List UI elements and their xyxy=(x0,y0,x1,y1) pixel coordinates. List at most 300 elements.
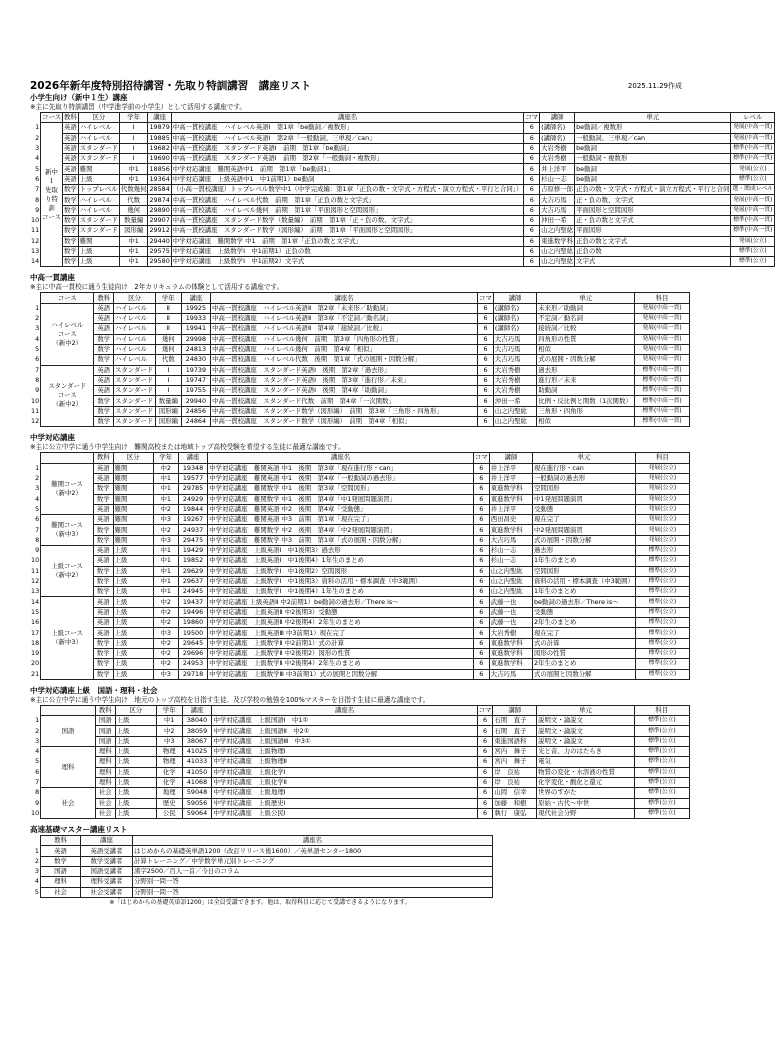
row-number: 9 xyxy=(35,798,40,807)
level-cell: 標準(公立) xyxy=(635,587,689,597)
category-cell: 上級 xyxy=(113,576,153,586)
table-row xyxy=(30,236,775,246)
koma-cell: 6 xyxy=(478,417,494,427)
course-group-cell xyxy=(41,123,63,267)
course-name-cell: 中学対応講座 難関英語中1 前期 第1章「be動詞1」 xyxy=(171,164,524,174)
course-code-cell: 41025 xyxy=(182,747,212,757)
course-name-cell: 中学対応講座 難関数学 中1 後期 第4章「中1発展問題演習」 xyxy=(208,494,474,504)
section-junior-note: ※主に公立中学に通う中学生向け 難関高校または地域トップ高校受験を希望する生徒に最適な講座です。 xyxy=(30,443,345,452)
grade-cell: Ⅱ xyxy=(155,314,181,324)
koma-cell: 6 xyxy=(473,618,489,628)
unit-cell: 資料の活用・標本調査（中3範囲） xyxy=(533,577,634,586)
level-cell: 標準(公立) xyxy=(634,726,689,736)
course-code-cell: 29998 xyxy=(181,334,210,344)
unit-cell: 一般動詞、三単現／can xyxy=(575,133,731,143)
table-row xyxy=(30,576,690,586)
unit-cell: 図形の性質 xyxy=(532,648,635,658)
course-name-cell: 分野別一問一答 xyxy=(133,877,493,887)
subject-cell: 英語 xyxy=(41,846,81,856)
table-row xyxy=(30,195,775,205)
subject-cell: 英語 xyxy=(93,473,113,483)
koma-cell: 6 xyxy=(477,736,493,746)
category-cell: スタンダード xyxy=(79,216,118,225)
course-name-cell: 中学対応講座 難関数学 中2 後期 第4章「中2発展問題演習」 xyxy=(208,525,474,535)
level-cell: 標準(公立) xyxy=(635,576,689,586)
course-name-cell: 計算トレーニング／中学数学単元別トレーニング xyxy=(133,856,493,866)
subject-cell: 英語 xyxy=(93,556,113,566)
level-cell: 標準(公立) xyxy=(635,669,689,679)
level-cell: 標準(中高一貫) xyxy=(635,375,690,385)
course-code-cell: 29645 xyxy=(178,638,207,648)
course-code-cell: 29890 xyxy=(149,205,170,214)
koma-cell: 6 xyxy=(477,716,493,726)
table-row xyxy=(30,205,775,215)
subject-cell: 数学 xyxy=(93,566,113,576)
table-row xyxy=(30,747,690,757)
course-code-cell: 19500 xyxy=(178,628,207,638)
course-code-cell: 29696 xyxy=(178,648,207,658)
category-cell: 上級 xyxy=(115,726,156,736)
course-name-cell: 中学対応講座 上級公民Ⅰ xyxy=(212,808,477,818)
grade-cell: 化学 xyxy=(156,777,182,787)
course-name-cell: 中高一貫校講座 ハイレベル英語Ⅰ 第2章「一般動詞、三単現／can」 xyxy=(171,133,524,143)
col-header: 講座 xyxy=(178,453,207,463)
course-name-cell: 中学対応講座 難関英語 中3 前期 第1章「現在完了」 xyxy=(208,515,474,525)
grade-cell: 中3 xyxy=(153,515,178,525)
unit-cell: 原始・古代～中世 xyxy=(537,798,634,808)
row-number: 8 xyxy=(35,195,40,204)
teacher-cell: 東進数学科 xyxy=(489,484,532,494)
row-number: 2 xyxy=(34,856,39,865)
subject-cell: 英語 xyxy=(93,618,113,628)
row-number: 1 xyxy=(35,303,40,312)
unit-cell: 光と音、力のはたらき xyxy=(537,747,634,757)
course-name-cell: 漢字2500／百人一首／今日のコラム xyxy=(133,867,493,877)
category-cell: スタンダード xyxy=(79,154,118,163)
row-number: 18 xyxy=(31,638,40,647)
col-header: 教科 xyxy=(94,293,114,303)
level-cell: 標準(公立) xyxy=(635,628,689,638)
table-row xyxy=(30,887,493,897)
category-cell: 上級 xyxy=(113,545,153,555)
category-cell: 上級 xyxy=(115,747,156,757)
subject-cell: 英語 xyxy=(94,375,114,385)
unit-cell: 1年生のまとめ xyxy=(532,587,635,597)
teacher-cell: 武藤一也 xyxy=(489,607,532,617)
teacher-cell: 執行 康弘 xyxy=(493,808,537,818)
subject-cell: 英語 xyxy=(93,504,113,514)
row-number: 1 xyxy=(35,463,40,472)
koma-cell: 6 xyxy=(473,607,489,617)
koma-cell: 6 xyxy=(473,669,489,679)
koma-cell: 6 xyxy=(478,314,494,324)
unit-cell: be動詞の過去形／There is～ xyxy=(532,597,635,607)
col-header: 単元 xyxy=(575,113,731,123)
level-cell: 標準(中高一貫) xyxy=(731,226,775,236)
level-cell: 発展(中高一貫) xyxy=(731,195,775,205)
level-cell: 標準(公立) xyxy=(634,808,689,818)
subject-cell: 英語 xyxy=(64,133,77,142)
course-cell: 理科受講者 xyxy=(81,877,133,887)
level-cell: 標準(公立) xyxy=(634,736,689,746)
course-name-cell: 中高一貫校講座 ハイレベル代数 前期 第1章「正負の数と文字式」 xyxy=(171,195,524,205)
category-cell: ハイレベル xyxy=(78,205,119,215)
course-group-cell xyxy=(41,515,94,546)
row-number: 14 xyxy=(31,257,40,266)
koma-cell: 6 xyxy=(473,484,489,494)
subject-cell: 英語 xyxy=(64,123,77,132)
unit-cell: 正負の数 xyxy=(575,246,731,256)
row-number: 9 xyxy=(35,386,40,395)
teacher-cell: 東進数学科 xyxy=(489,648,532,658)
teacher-cell: 大吉巧馬 xyxy=(489,669,532,679)
level-cell: 標準(中高一貫) xyxy=(635,396,690,406)
category-cell: 難関 xyxy=(78,164,119,174)
course-name-cell: 中高一貫校講座 スタンダード数学（図形編） 前期 第4章「相似」 xyxy=(211,417,478,427)
unit-cell: 説明文・論説文 xyxy=(537,726,634,736)
course-code-cell: 19852 xyxy=(178,556,207,566)
unit-cell: 相似 xyxy=(537,344,635,354)
course-name-cell: 中高一貫校講座 スタンダード英語Ⅰ 後期 第4章「助動詞」 xyxy=(211,386,478,396)
unit-cell: 一般動詞・複数形 xyxy=(575,154,731,164)
grade-cell: 幾何 xyxy=(119,205,148,215)
level-cell: 発展(公立) xyxy=(635,525,689,535)
course-name-cell: 分野別一問一答 xyxy=(133,887,493,897)
row-number: 12 xyxy=(31,417,40,426)
teacher-cell: 大吉巧馬 xyxy=(540,195,575,205)
course-code-cell: 29718 xyxy=(178,669,207,679)
table-row xyxy=(30,386,690,396)
teacher-cell: 山之内聖紘 xyxy=(541,257,574,266)
course-code-cell: 24864 xyxy=(181,417,210,427)
category-cell: トップレベル xyxy=(79,185,118,194)
course-name-cell: 中学対応講座 上級数学Ⅰ 中1前期2）文字式 xyxy=(171,257,524,267)
subject-cell: 数学 xyxy=(41,856,81,866)
col-header: 講座名 xyxy=(208,453,474,463)
table-row xyxy=(30,334,690,344)
row-number-header xyxy=(30,705,41,715)
teacher-cell: 沖田一希 xyxy=(540,215,575,225)
grade-cell: 幾何 xyxy=(155,344,181,354)
teacher-cell: 大吉巧馬 xyxy=(493,334,536,344)
grade-cell: 中2 xyxy=(156,726,182,736)
row-number: 4 xyxy=(34,877,39,886)
row-number-header xyxy=(30,293,41,303)
unit-cell: 現代社会分野 xyxy=(537,808,634,818)
course-code-cell: 29580 xyxy=(149,257,170,266)
unit-cell: 世界のすがた xyxy=(537,788,634,798)
created-date: 2025.11.29作成 xyxy=(627,82,682,90)
unit-cell: 三角形・四角形 xyxy=(537,406,635,416)
course-code-cell: 29785 xyxy=(178,484,207,494)
row-number: 5 xyxy=(35,345,40,354)
category-cell: 上級 xyxy=(113,669,153,679)
grade-cell: 中2 xyxy=(153,638,178,648)
subject-cell: 理科 xyxy=(95,747,115,757)
grade-cell: Ⅰ xyxy=(119,133,148,143)
subject-cell: 国語 xyxy=(41,867,81,877)
row-number: 4 xyxy=(35,494,40,503)
course-group-line: コース xyxy=(42,212,61,221)
unit-cell: 助動詞 xyxy=(537,386,635,396)
level-cell: 発展(中高一貫) xyxy=(731,205,775,215)
teacher-cell: 東進数学科 xyxy=(489,638,532,648)
teacher-cell: 加藤 和樹 xyxy=(493,798,537,808)
unit-cell: 中2発展問題演習 xyxy=(532,525,635,535)
course-code-cell: 41050 xyxy=(182,767,212,777)
course-name-cell: 中高一貫校講座 ハイレベル英語Ⅱ 第3章「不定詞／動名詞」 xyxy=(211,314,478,324)
col-header: 単元 xyxy=(537,705,634,715)
table-row xyxy=(30,324,690,334)
col-header: 科目 xyxy=(634,705,689,715)
teacher-cell: 大吉巧馬 xyxy=(540,205,575,215)
col-header: 教科 xyxy=(93,453,113,463)
subject-cell: 数学 xyxy=(94,344,114,354)
course-code-cell: 19690 xyxy=(149,154,170,163)
course-code-cell: 19879 xyxy=(149,123,170,132)
subject-cell: 数学 xyxy=(93,669,113,679)
section-ikkan-title: 中高一貫講座 xyxy=(30,273,75,283)
teacher-cell: 吉原修一郎 xyxy=(541,185,574,194)
subject-cell: 理科 xyxy=(41,877,81,887)
koma-cell: 6 xyxy=(473,504,489,514)
subject-cell: 英語 xyxy=(64,164,77,173)
grade-cell: 中1 xyxy=(153,566,178,576)
subject-cell: 英語 xyxy=(93,607,113,617)
koma-cell: 6 xyxy=(524,123,540,133)
grade-cell: 代数 xyxy=(119,195,148,205)
table-row xyxy=(30,618,690,628)
subject-cell: 数学 xyxy=(94,355,114,365)
subject-cell: 数学 xyxy=(94,396,114,406)
row-number: 13 xyxy=(31,587,40,596)
col-header: 単元 xyxy=(532,453,635,463)
course-name-cell: 中学対応講座 上級英語Ⅲ 中3前期1）現在完了 xyxy=(208,628,474,638)
category-cell: 上級 xyxy=(113,648,153,658)
course-name-cell: 中学対応講座 上級英語Ⅰ 中1後期4）1年生のまとめ xyxy=(208,556,474,566)
category-cell: 上級 xyxy=(78,246,119,256)
category-cell: スタンダード xyxy=(114,365,156,375)
table-row xyxy=(30,215,775,225)
course-name-cell: 中学対応講座 上級物理Ⅰ xyxy=(212,747,477,757)
koma-cell: 6 xyxy=(477,767,493,777)
col-header: コマ xyxy=(525,113,539,122)
course-group-line: （新中2） xyxy=(52,338,83,347)
teacher-cell: (講師名) xyxy=(493,324,536,334)
category-cell: ハイレベル xyxy=(78,195,119,205)
table-row xyxy=(30,303,690,313)
table-row xyxy=(30,257,775,267)
grade-cell: Ⅰ xyxy=(155,386,181,396)
level-cell: 標準(中高一貫) xyxy=(635,365,690,375)
document-title: 2026年新年度特別招待講習・先取り特訓講習 講座リスト xyxy=(30,80,312,92)
teacher-cell: 山之内聖紘 xyxy=(541,247,574,255)
course-name-cell: 中学対応講座 上級数学Ⅱ 中2後期2）図形の性質 xyxy=(208,648,474,658)
unit-cell: 説明文・論説文 xyxy=(537,736,634,746)
grade-cell: Ⅰ xyxy=(155,375,181,385)
table-row xyxy=(30,788,690,798)
row-number: 16 xyxy=(31,618,40,627)
section-advanced-note: ※主に公立中学に通う中学生向け 地元のトップ高校を目指す生徒、及び学校の勉強を100%マスターを目指す生徒に最適な講座です。 xyxy=(30,695,430,704)
col-header: 学年 xyxy=(156,705,182,715)
col-header: 講師 xyxy=(493,293,536,303)
course-group-line: 先取り特訓 xyxy=(45,185,58,212)
koma-cell: 6 xyxy=(473,545,489,555)
course-group-cell xyxy=(41,788,96,819)
unit-cell: 2年生のまとめ xyxy=(532,618,635,628)
course-code-cell: 29575 xyxy=(149,247,170,255)
table-row xyxy=(30,406,690,416)
table-row xyxy=(30,556,690,566)
row-number: 12 xyxy=(31,577,40,586)
koma-cell: 6 xyxy=(524,143,540,153)
category-cell: ハイレベル xyxy=(114,334,156,344)
course-name-cell: 中学対応講座 上級数学Ⅰ 中1後期3）資料の活用・標本調査（中3範囲） xyxy=(208,576,474,586)
koma-cell: 6 xyxy=(473,628,489,638)
level-cell: 発展(公立) xyxy=(635,484,689,494)
grade-cell: 物理 xyxy=(156,747,182,757)
course-group-line: 国語 xyxy=(61,726,75,735)
course-code-cell: 29907 xyxy=(149,216,170,225)
unit-cell: 物質の変化・水溶液の性質 xyxy=(537,767,634,777)
course-code-cell: 38059 xyxy=(182,726,212,736)
course-name-cell: 中学対応講座 上級国語Ⅱ 中2① xyxy=(212,726,477,736)
course-code-cell: 24953 xyxy=(178,659,207,669)
row-number: 7 xyxy=(35,778,40,787)
level-cell: 発展(中高一貫) xyxy=(635,324,690,334)
course-name-cell: 中高一貫校講座 ハイレベル代数 後期 第1章「式の展開・因数分解」 xyxy=(211,355,478,365)
teacher-cell: (講師名) xyxy=(540,133,575,143)
row-number: 4 xyxy=(35,334,40,343)
course-code-cell: 38040 xyxy=(182,716,212,726)
row-number: 5 xyxy=(34,887,39,896)
koma-cell: 6 xyxy=(473,473,489,483)
category-cell: 難関 xyxy=(113,463,153,473)
row-number: 20 xyxy=(31,659,40,668)
table-row xyxy=(30,185,775,195)
category-cell: ハイレベル xyxy=(78,133,119,143)
teacher-cell: 東進国語科 xyxy=(493,736,537,746)
subject-cell: 英語 xyxy=(64,154,77,163)
course-code-cell: 28584 xyxy=(149,185,170,194)
grade-cell: Ⅰ xyxy=(119,154,148,164)
row-number: 2 xyxy=(35,133,40,142)
koma-cell: 6 xyxy=(478,386,494,396)
category-cell: 上級 xyxy=(113,556,153,566)
unit-cell: 式の展開・因数分解 xyxy=(537,355,635,365)
grade-cell: 中1 xyxy=(153,494,178,504)
elementary-course-table xyxy=(30,112,775,267)
teacher-cell: 杉山一志 xyxy=(489,556,532,566)
ikkan-course-table xyxy=(30,292,690,427)
category-cell: 難関 xyxy=(113,504,153,514)
subject-cell: 数学 xyxy=(94,334,114,344)
table-row xyxy=(30,484,690,494)
col-header-course xyxy=(41,453,94,463)
table-row xyxy=(30,648,690,658)
grade-cell: 中3 xyxy=(153,628,178,638)
subject-cell: 数学 xyxy=(93,648,113,658)
subject-cell: 数学 xyxy=(93,638,113,648)
course-group-line: コース xyxy=(57,329,77,338)
subject-cell: 数学 xyxy=(93,576,113,586)
level-cell: 発展(中高一貫) xyxy=(635,314,690,324)
teacher-cell: (講師名) xyxy=(493,314,536,324)
category-cell: 上級 xyxy=(115,716,156,726)
koma-cell: 6 xyxy=(473,535,489,545)
level-cell: 標準(公立) xyxy=(635,618,689,628)
koma-cell: 6 xyxy=(477,757,493,767)
course-name-cell: 中学対応講座 上級数学Ⅰ 中1後期2）空間図形 xyxy=(208,566,474,576)
koma-cell: 6 xyxy=(477,726,493,736)
grade-cell: 公民 xyxy=(156,808,182,818)
subject-cell: 理科 xyxy=(95,777,115,787)
unit-cell: 正負の数と文字式 xyxy=(575,236,731,246)
category-cell: ハイレベル xyxy=(114,303,156,313)
col-header: コマ xyxy=(479,293,492,302)
subject-cell: 国語 xyxy=(95,716,115,726)
table-row xyxy=(30,736,690,746)
level-cell: 発展(公立) xyxy=(635,463,689,473)
subject-cell: 社会 xyxy=(41,887,81,897)
row-number: 13 xyxy=(31,247,40,255)
category-cell: 上級 xyxy=(113,607,153,617)
table-row xyxy=(30,587,690,597)
unit-cell: 比例・反比例と関数（1次関数） xyxy=(537,396,635,406)
grade-cell: 中1 xyxy=(153,473,178,483)
teacher-cell: 石関 直子 xyxy=(493,726,537,736)
course-cell: 国語受講者 xyxy=(81,867,133,877)
col-header: 教科 xyxy=(95,705,115,715)
course-name-cell: 中学対応講座 上級数学Ⅰ 中1後期4）1年生のまとめ xyxy=(208,587,474,597)
level-cell: 発展(中高一貫) xyxy=(635,355,690,365)
table-row xyxy=(30,164,775,174)
course-name-cell: 中学対応講座 上級地理Ⅰ xyxy=(212,788,477,798)
grade-cell: 中1 xyxy=(119,236,148,246)
category-cell: ハイレベル xyxy=(114,355,156,365)
koma-cell: 6 xyxy=(473,556,489,566)
koma-cell: 6 xyxy=(524,205,540,215)
subject-cell: 数学 xyxy=(64,226,77,235)
level-cell: 標準(公立) xyxy=(635,659,689,669)
row-number: 7 xyxy=(35,185,40,194)
subject-cell: 数学 xyxy=(93,587,113,597)
course-name-cell: 中高一貫校講座 ハイレベル英語Ⅱ 第2章「未来形／助動詞」 xyxy=(211,303,478,313)
unit-cell: 現在完了 xyxy=(532,515,635,525)
course-code-cell: 19348 xyxy=(178,463,207,473)
row-number: 4 xyxy=(35,154,40,163)
teacher-cell: 大岩秀樹 xyxy=(540,154,575,164)
table-row xyxy=(30,463,690,473)
level-cell: 発展(中高一貫) xyxy=(731,123,775,133)
table-row xyxy=(30,716,690,726)
course-code-cell: 24813 xyxy=(181,344,210,354)
course-code-cell: 19747 xyxy=(181,375,210,385)
koma-cell: 6 xyxy=(473,525,489,535)
grade-cell: 中1 xyxy=(153,545,178,555)
grade-cell: 図形編 xyxy=(119,226,148,236)
col-header-course: コース xyxy=(42,113,61,122)
level-cell: 標準(公立) xyxy=(634,777,689,787)
course-name-cell: 中高一貫校講座 スタンダード英語Ⅰ 前期 第1章「be動詞」 xyxy=(171,143,524,153)
teacher-cell: 山之内聖紘 xyxy=(541,226,574,235)
row-number: 17 xyxy=(31,628,40,637)
course-name-cell: 中学対応講座 上級数学Ⅲ 中3前期1）式の展開と因数分解 xyxy=(208,669,474,679)
level-cell: 標準(公立) xyxy=(635,648,689,658)
subject-cell: 社会 xyxy=(95,788,115,798)
col-header: コマ xyxy=(474,453,488,462)
level-cell: 発展(中高一貫) xyxy=(731,133,775,143)
